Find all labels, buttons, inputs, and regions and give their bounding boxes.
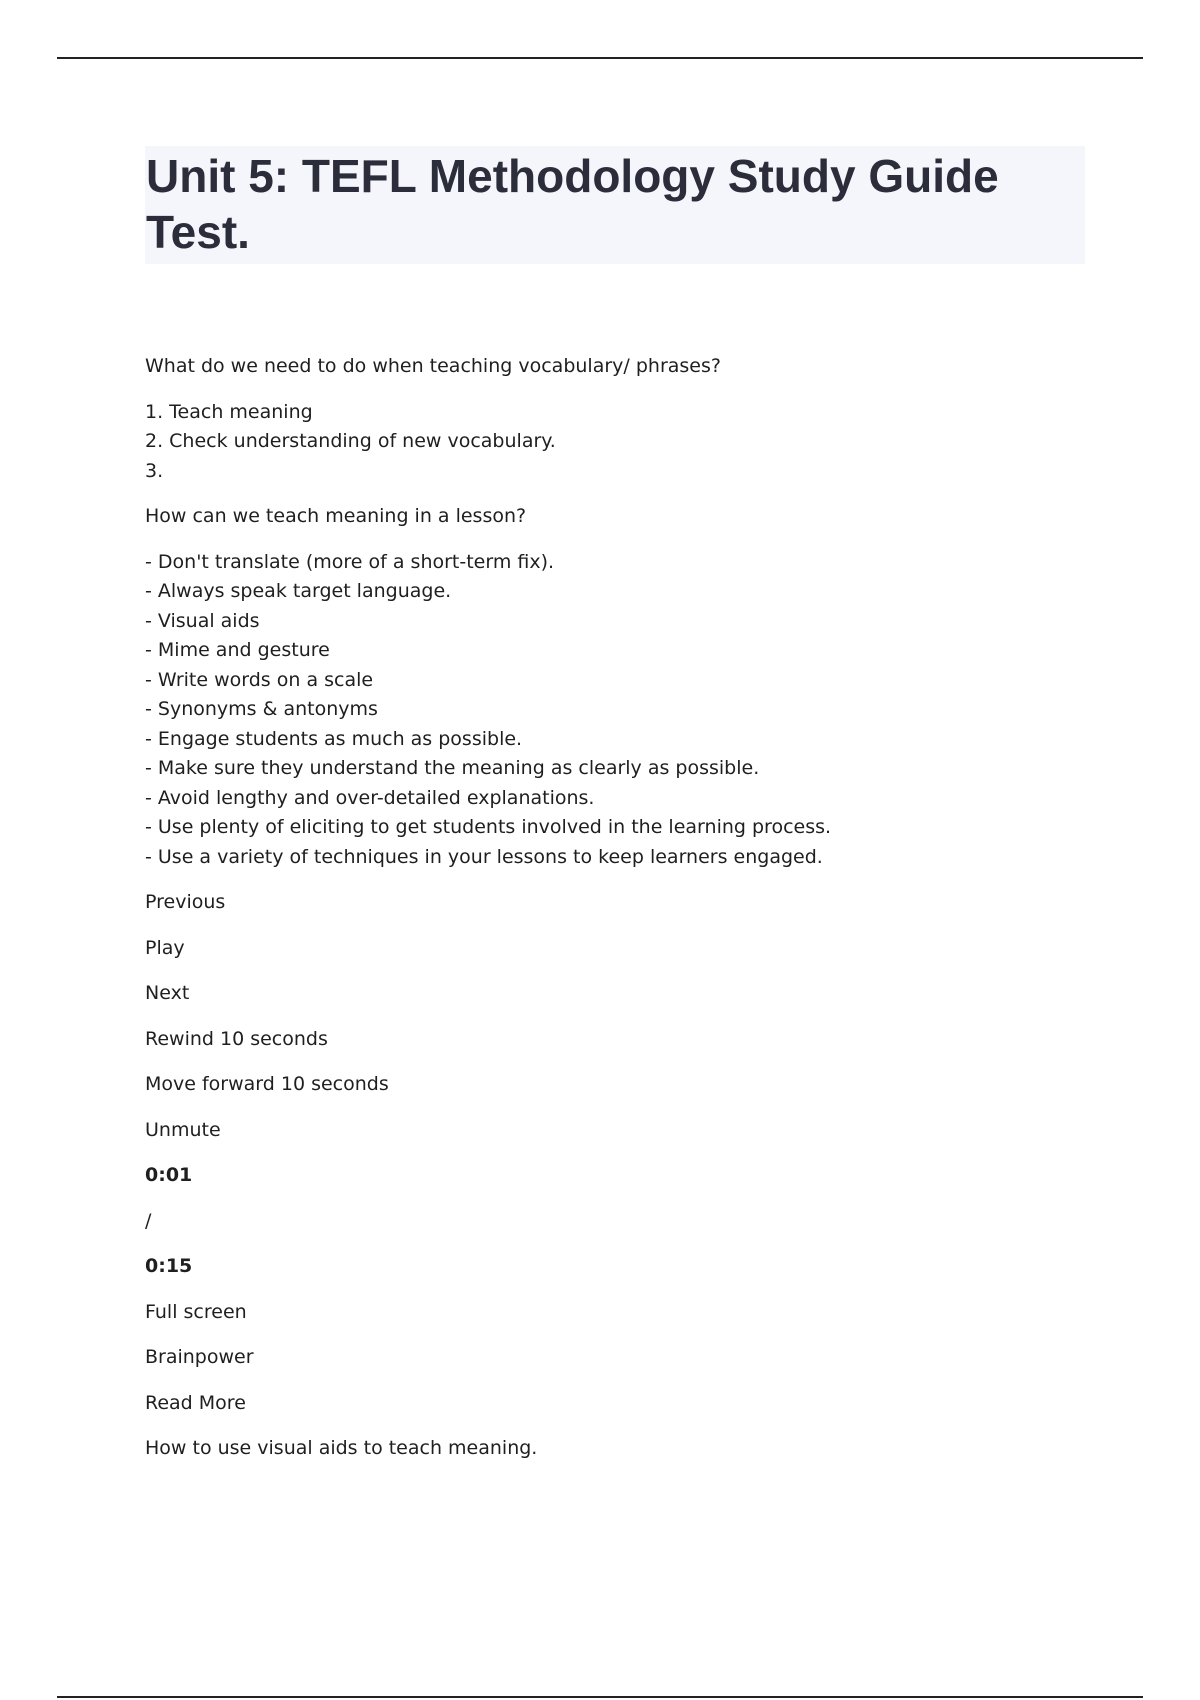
player-duration: 0:15: [145, 1255, 193, 1277]
page-title: Unit 5: TEFL Methodology Study Guide Test.: [146, 150, 999, 258]
answer-line: 3.: [145, 459, 164, 482]
bottom-rule: [57, 1696, 1143, 1698]
answer-line: - Always speak target language.: [145, 580, 452, 602]
player-rewind-label: Rewind 10 seconds: [145, 1027, 328, 1050]
player-unmute-label: Unmute: [145, 1118, 221, 1141]
answer-line: - Synonyms & antonyms: [145, 698, 378, 720]
title-block: [145, 146, 1085, 264]
answer-line: - Write words on a scale: [145, 668, 374, 691]
answer-line: - Avoid lengthy and over-detailed explanations.: [145, 786, 595, 809]
answer-line: - Use plenty of eliciting to get students involved in the learning process.: [145, 816, 832, 838]
document-content: [145, 146, 1090, 1464]
read-more-label: Read More: [145, 1391, 246, 1414]
player-play-label: Play: [145, 936, 185, 959]
player-brand-label: Brainpower: [145, 1346, 254, 1368]
player-next-label: Next: [145, 982, 190, 1004]
answer-line: - Use a variety of techniques in your lessons to keep learners engaged.: [145, 845, 823, 868]
player-full-screen-label: Full screen: [145, 1300, 247, 1323]
player-current-time: 0:01: [145, 1164, 193, 1186]
question-teach-meaning: How can we teach meaning in a lesson?: [145, 505, 527, 527]
answer-line: - Engage students as much as possible.: [145, 727, 523, 750]
player-forward-label: Move forward 10 seconds: [145, 1073, 389, 1095]
player-previous-label: Previous: [145, 891, 226, 913]
answer-vocabulary: [145, 398, 1090, 487]
top-rule: [57, 57, 1143, 59]
answer-line: - Mime and gesture: [145, 639, 330, 661]
question-visual-aids: How to use visual aids to teach meaning.: [145, 1437, 538, 1459]
answer-line: 2. Check understanding of new vocabulary.: [145, 430, 556, 452]
answer-teach-meaning: [145, 548, 1090, 873]
question-vocabulary: What do we need to do when teaching vocabulary/ phrases?: [145, 355, 721, 377]
answer-line: - Visual aids: [145, 609, 260, 632]
player-time-separator: /: [145, 1209, 152, 1232]
answer-line: 1. Teach meaning: [145, 400, 313, 423]
answer-line: - Make sure they understand the meaning as clearly as possible.: [145, 757, 760, 779]
answer-line: - Don't translate (more of a short-term fix).: [145, 550, 555, 573]
